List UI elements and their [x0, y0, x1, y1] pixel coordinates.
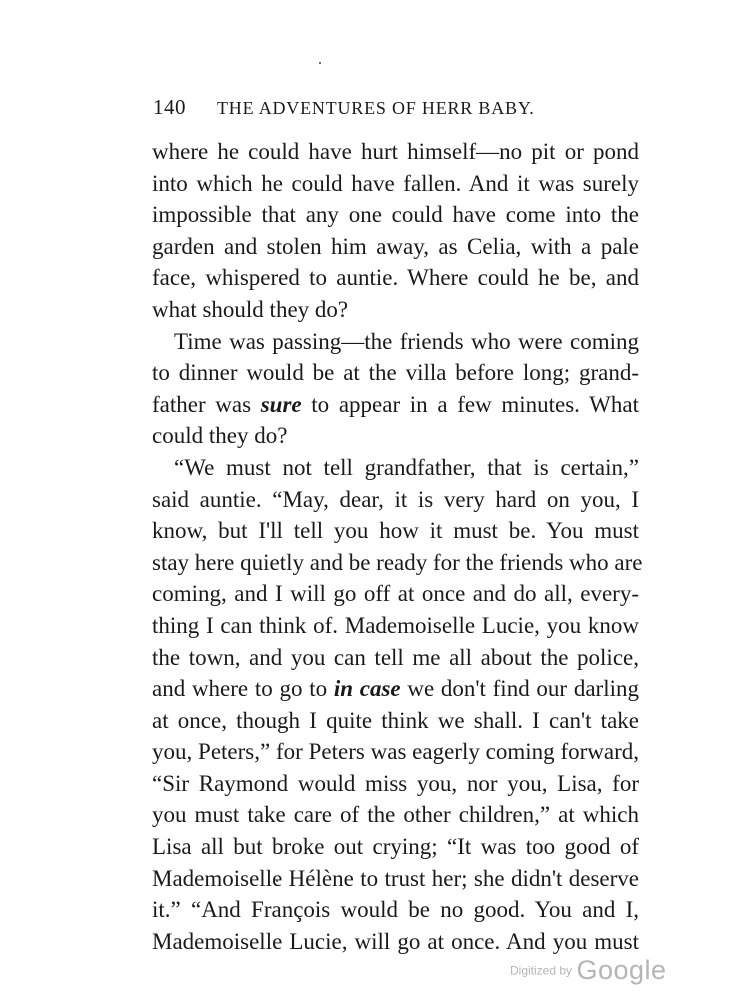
page-number: 140	[153, 95, 186, 119]
digitized-watermark	[510, 955, 667, 986]
text-line: garden and stolen him away, as Celia, with a pale	[152, 233, 639, 259]
text-line: where he could have hurt himself—no pit or pond	[152, 139, 639, 164]
text-line: at once, though I quite think we shall. I can't take	[152, 707, 639, 733]
google-logo: Google	[576, 955, 667, 985]
text-segment: father was	[152, 391, 261, 417]
body-text	[152, 136, 643, 957]
text-line: could they do?	[152, 423, 288, 449]
text-line: said auntie. “May, dear, it is very hard on you, I	[152, 486, 639, 512]
text-line: Mademoiselle Lucie, will go at once. And you must	[152, 928, 639, 954]
text-line: coming, and I will go off at once and do all, every-	[152, 581, 639, 607]
emphasis-sure: sure	[260, 391, 302, 417]
text-line: it.” “And François would be no good. You and I,	[152, 897, 639, 923]
text-line: “Sir Raymond would miss you, nor you, Lisa, for	[152, 770, 639, 796]
text-line: “We must not tell grandfather, that is certain,”	[174, 454, 639, 480]
text-line: Lisa all but broke out crying; “It was too good of	[152, 834, 639, 860]
text-line: you must take care of the other children,” at which	[152, 802, 639, 828]
text-line	[152, 389, 639, 421]
text-line: to dinner would be at the villa before long; grand-	[152, 360, 639, 386]
running-header	[153, 95, 643, 120]
speck-top	[319, 62, 321, 64]
emphasis-in-case: in case	[333, 676, 401, 702]
text-line: Time was passing—the friends who were coming	[174, 328, 639, 354]
digitized-by-text: Digitized by	[510, 963, 573, 978]
text-line: thing I can think of. Mademoiselle Lucie, you know	[152, 612, 639, 638]
text-line: impossible that any one could have come into the	[152, 202, 639, 228]
text-line: into which he could have fallen. And it was surely	[152, 170, 639, 196]
text-line: face, whispered to auntie. Where could he be, and	[152, 265, 639, 291]
text-line: know, but I'll tell you how it must be. You must	[152, 518, 639, 544]
text-line: you, Peters,” for Peters was eagerly coming forward,	[152, 739, 639, 765]
text-line: stay here quietly and be ready for the friends who are	[152, 549, 643, 575]
text-line	[152, 673, 639, 705]
text-segment: and where to go to	[152, 676, 334, 702]
text-line: the town, and you can tell me all about the police,	[152, 644, 639, 670]
text-segment: we don't find our darling	[400, 676, 639, 702]
running-title: THE ADVENTURES OF HERR BABY.	[217, 98, 535, 118]
text-line: what should they do?	[152, 296, 349, 322]
text-segment: to appear in a few minutes. What	[301, 391, 639, 417]
text-line: Mademoiselle Hélène to trust her; she didn't deserve	[152, 865, 639, 891]
